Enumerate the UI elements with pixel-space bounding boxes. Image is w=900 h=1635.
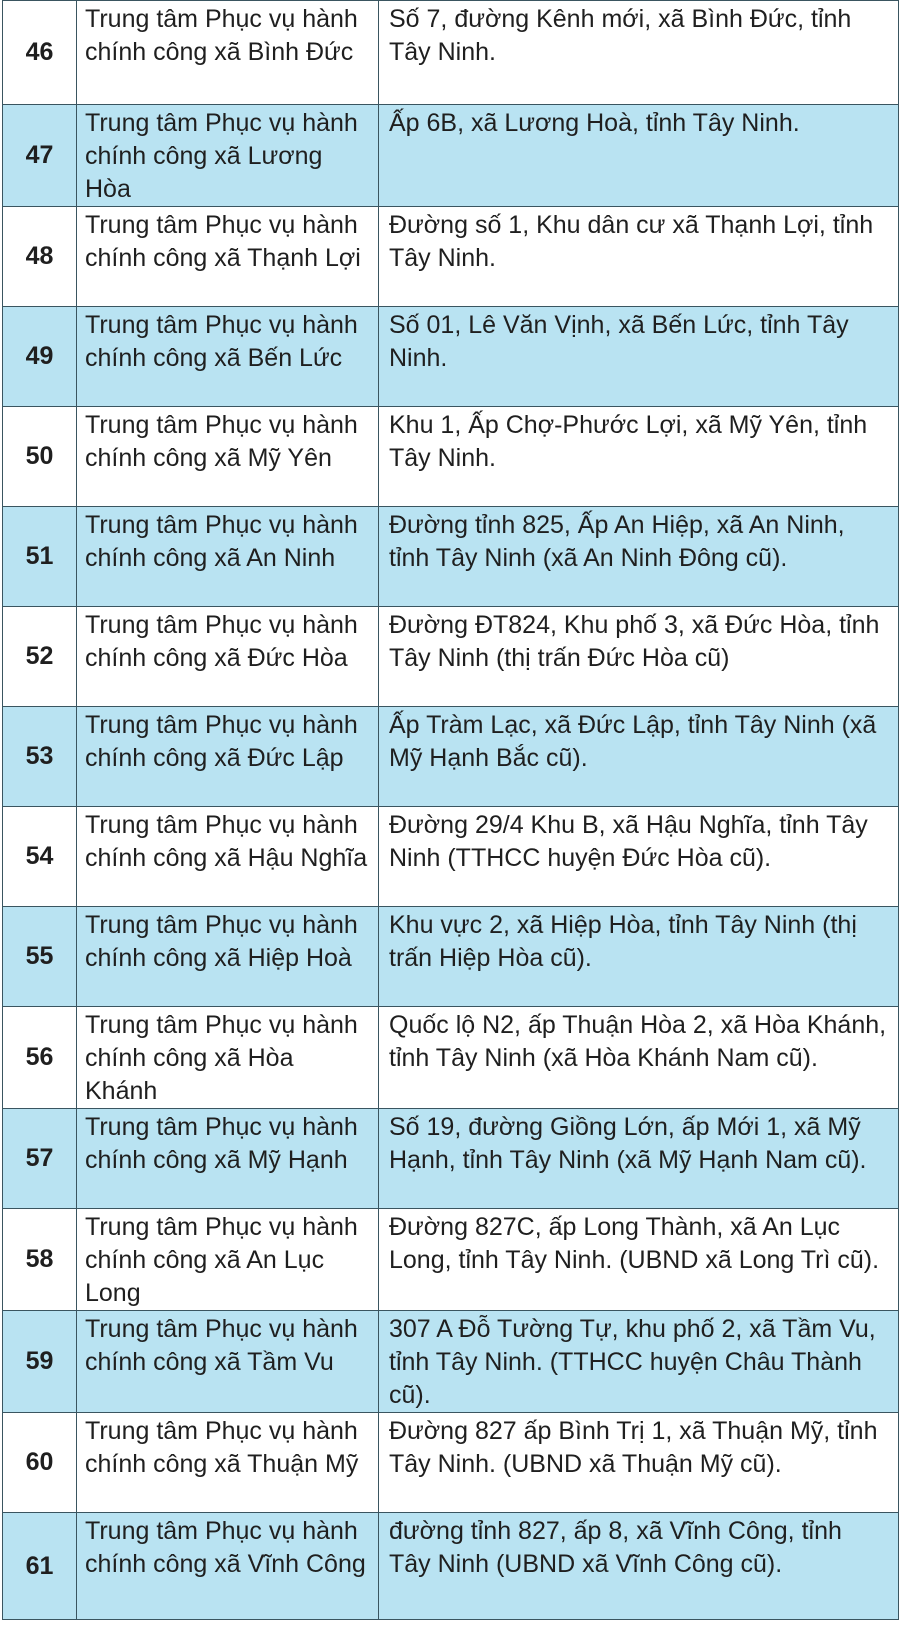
- office-address: Đường ĐT824, Khu phố 3, xã Đức Hòa, tỉnh Tây Ninh (thị trấn Đức Hòa cũ): [379, 607, 899, 707]
- office-name: Trung tâm Phục vụ hành chính công xã Hiệp Hoà: [77, 907, 379, 1007]
- office-address: Đường 827 ấp Bình Trị 1, xã Thuận Mỹ, tỉnh Tây Ninh. (UBND xã Thuận Mỹ cũ).: [379, 1413, 899, 1513]
- table-row: [3, 1007, 899, 1109]
- table-row: [3, 1413, 899, 1513]
- office-address: Số 7, đường Kênh mới, xã Bình Đức, tỉnh Tây Ninh.: [379, 1, 899, 105]
- office-address: đường tỉnh 827, ấp 8, xã Vĩnh Công, tỉnh Tây Ninh (UBND xã Vĩnh Công cũ).: [379, 1513, 899, 1620]
- table-row: [3, 207, 899, 307]
- office-name: Trung tâm Phục vụ hành chính công xã Đức Hòa: [77, 607, 379, 707]
- table-row: [3, 907, 899, 1007]
- row-number: 53: [3, 707, 77, 807]
- office-name: Trung tâm Phục vụ hành chính công xã Bình Đức: [77, 1, 379, 105]
- row-number: 56: [3, 1007, 77, 1109]
- table-row: [3, 707, 899, 807]
- row-number: 50: [3, 407, 77, 507]
- table-row: [3, 1, 899, 105]
- office-address: Quốc lộ N2, ấp Thuận Hòa 2, xã Hòa Khánh, tỉnh Tây Ninh (xã Hòa Khánh Nam cũ).: [379, 1007, 899, 1109]
- row-number: 48: [3, 207, 77, 307]
- row-number: 47: [3, 105, 77, 207]
- office-address: Ấp Tràm Lạc, xã Đức Lập, tỉnh Tây Ninh (xã Mỹ Hạnh Bắc cũ).: [379, 707, 899, 807]
- table-row: [3, 807, 899, 907]
- office-name: Trung tâm Phục vụ hành chính công xã An Ninh: [77, 507, 379, 607]
- table-row: [3, 1209, 899, 1311]
- office-address: Ấp 6B, xã Lương Hoà, tỉnh Tây Ninh.: [379, 105, 899, 207]
- row-number: 46: [3, 1, 77, 105]
- office-address: Khu vực 2, xã Hiệp Hòa, tỉnh Tây Ninh (thị trấn Hiệp Hòa cũ).: [379, 907, 899, 1007]
- office-address: Đường tỉnh 825, Ấp An Hiệp, xã An Ninh, tỉnh Tây Ninh (xã An Ninh Đông cũ).: [379, 507, 899, 607]
- table-body: [3, 1, 899, 1620]
- office-name: Trung tâm Phục vụ hành chính công xã Mỹ Hạnh: [77, 1109, 379, 1209]
- office-name: Trung tâm Phục vụ hành chính công xã Hậu Nghĩa: [77, 807, 379, 907]
- row-number: 52: [3, 607, 77, 707]
- row-number: 57: [3, 1109, 77, 1209]
- row-number: 54: [3, 807, 77, 907]
- office-address: Đường số 1, Khu dân cư xã Thạnh Lợi, tỉnh Tây Ninh.: [379, 207, 899, 307]
- office-address: Đường 29/4 Khu B, xã Hậu Nghĩa, tỉnh Tây Ninh (TTHCC huyện Đức Hòa cũ).: [379, 807, 899, 907]
- office-address-table: [2, 0, 899, 1620]
- office-address: 307 A Đỗ Tường Tự, khu phố 2, xã Tầm Vu, tỉnh Tây Ninh. (TTHCC huyện Châu Thành cũ).: [379, 1311, 899, 1413]
- row-number: 61: [3, 1513, 77, 1620]
- office-address: Số 19, đường Giồng Lớn, ấp Mới 1, xã Mỹ Hạnh, tỉnh Tây Ninh (xã Mỹ Hạnh Nam cũ).: [379, 1109, 899, 1209]
- office-address: Số 01, Lê Văn Vịnh, xã Bến Lức, tỉnh Tây Ninh.: [379, 307, 899, 407]
- office-name: Trung tâm Phục vụ hành chính công xã Lương Hòa: [77, 105, 379, 207]
- office-name: Trung tâm Phục vụ hành chính công xã Bến Lức: [77, 307, 379, 407]
- office-name: Trung tâm Phục vụ hành chính công xã Đức Lập: [77, 707, 379, 807]
- table-row: [3, 105, 899, 207]
- table-row: [3, 607, 899, 707]
- office-name: Trung tâm Phục vụ hành chính công xã Tầm Vu: [77, 1311, 379, 1413]
- row-number: 51: [3, 507, 77, 607]
- row-number: 58: [3, 1209, 77, 1311]
- row-number: 49: [3, 307, 77, 407]
- table-row: [3, 307, 899, 407]
- office-name: Trung tâm Phục vụ hành chính công xã Vĩnh Công: [77, 1513, 379, 1620]
- row-number: 55: [3, 907, 77, 1007]
- row-number: 59: [3, 1311, 77, 1413]
- table-row: [3, 1513, 899, 1620]
- table-row: [3, 407, 899, 507]
- office-name: Trung tâm Phục vụ hành chính công xã An Lục Long: [77, 1209, 379, 1311]
- office-name: Trung tâm Phục vụ hành chính công xã Thạnh Lợi: [77, 207, 379, 307]
- office-table-container: [2, 0, 898, 1620]
- row-number: 60: [3, 1413, 77, 1513]
- table-row: [3, 1109, 899, 1209]
- office-address: Đường 827C, ấp Long Thành, xã An Lục Long, tỉnh Tây Ninh. (UBND xã Long Trì cũ).: [379, 1209, 899, 1311]
- office-name: Trung tâm Phục vụ hành chính công xã Hòa Khánh: [77, 1007, 379, 1109]
- table-row: [3, 507, 899, 607]
- table-row: [3, 1311, 899, 1413]
- office-name: Trung tâm Phục vụ hành chính công xã Thuận Mỹ: [77, 1413, 379, 1513]
- office-name: Trung tâm Phục vụ hành chính công xã Mỹ Yên: [77, 407, 379, 507]
- office-address: Khu 1, Ấp Chợ-Phước Lợi, xã Mỹ Yên, tỉnh Tây Ninh.: [379, 407, 899, 507]
